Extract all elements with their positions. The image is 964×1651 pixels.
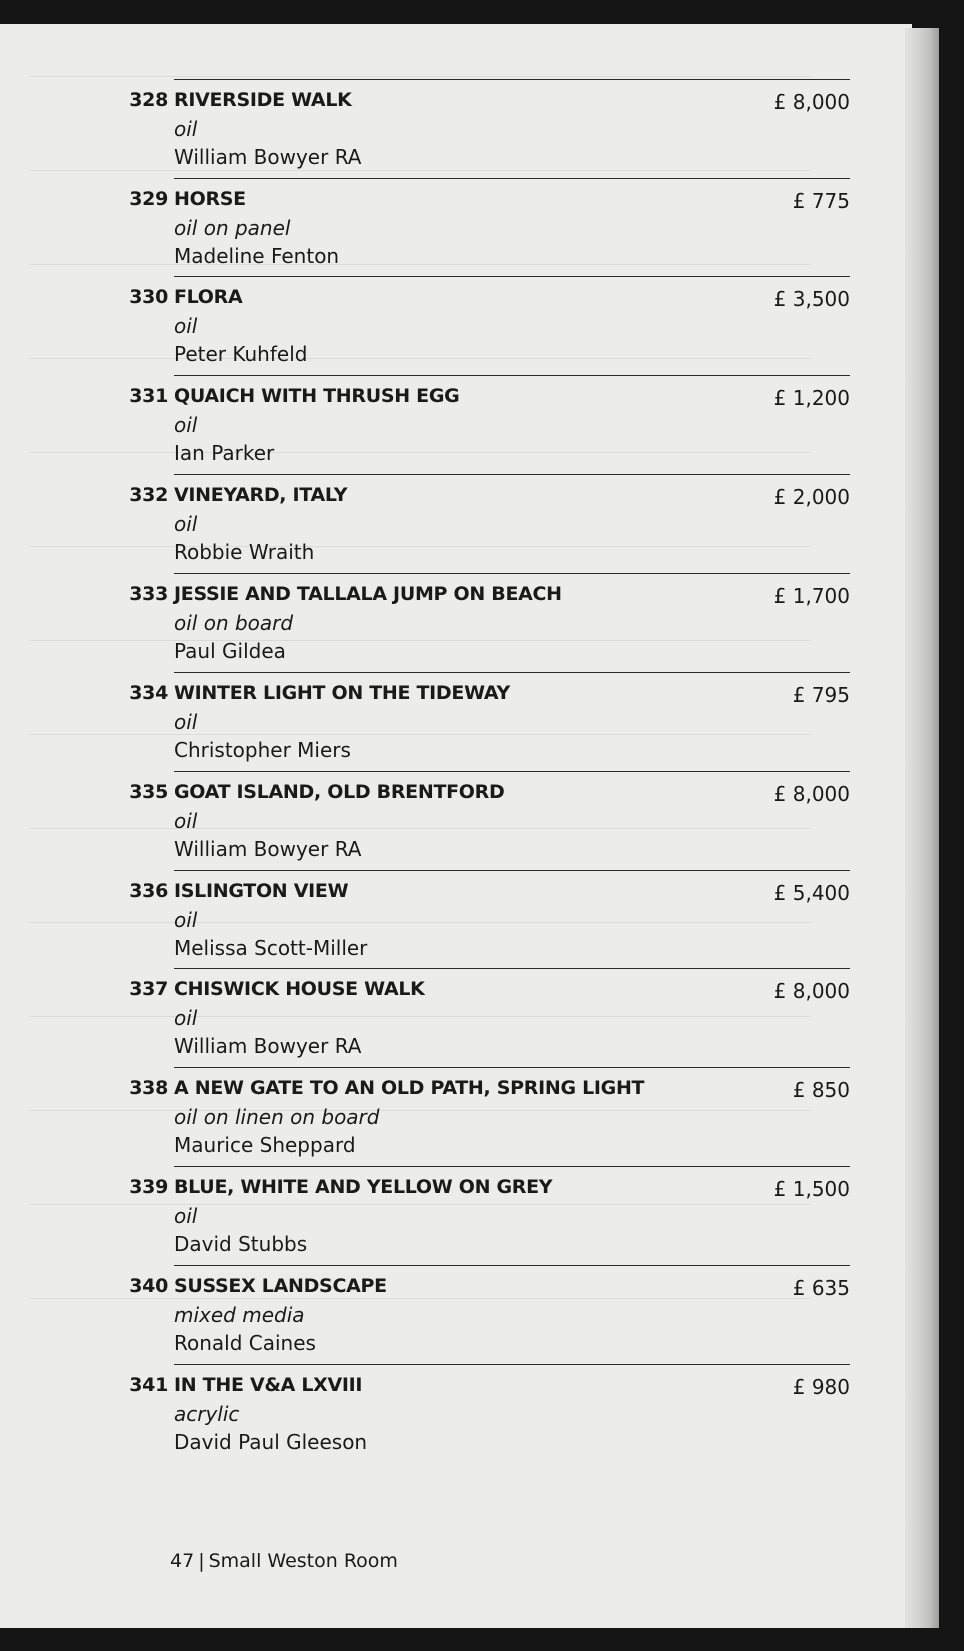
artwork-title: RIVERSIDE WALK [174,89,352,111]
catalogue-entry [110,968,850,1067]
artwork-price: £ 795 [792,683,850,707]
artist-name: Paul Gildea [174,639,286,663]
artwork-medium: oil [174,1204,198,1228]
entry-number: 332 [129,484,168,506]
entry-number: 335 [129,781,168,803]
artist-name: Peter Kuhfeld [174,342,308,366]
artwork-title: BLUE, WHITE AND YELLOW ON GREY [174,1176,553,1198]
entry-divider [174,178,850,179]
artist-name: Ian Parker [174,441,275,465]
entry-divider [174,79,850,80]
entry-divider [174,1265,850,1266]
entry-number: 333 [129,583,168,605]
artwork-price: £ 775 [792,189,850,213]
entry-number: 339 [129,1176,168,1198]
artist-name: David Stubbs [174,1232,308,1256]
page-footer [170,1550,398,1572]
artwork-title: HORSE [174,188,246,210]
artwork-price: £ 5,400 [773,881,850,905]
catalogue-entry [110,375,850,474]
artwork-title: WINTER LIGHT ON THE TIDEWAY [174,682,510,704]
artwork-title: FLORA [174,286,243,308]
artwork-price: £ 850 [792,1078,850,1102]
entry-divider [174,771,850,772]
entry-number: 329 [129,188,168,210]
artwork-title: CHISWICK HOUSE WALK [174,978,425,1000]
artist-name: Maurice Sheppard [174,1133,356,1157]
artist-name: David Paul Gleeson [174,1430,368,1454]
entry-number: 340 [129,1275,168,1297]
artwork-medium: oil [174,413,198,437]
entry-number: 330 [129,286,168,308]
artwork-title: QUAICH WITH THRUSH EGG [174,385,460,407]
entry-divider [174,276,850,277]
artist-name: Melissa Scott-Miller [174,936,368,960]
entry-number: 328 [129,89,168,111]
artist-name: William Bowyer RA [174,145,362,169]
artist-name: Robbie Wraith [174,540,315,564]
artwork-price: £ 8,000 [773,90,850,114]
artwork-title: SUSSEX LANDSCAPE [174,1275,387,1297]
artwork-medium: oil on panel [174,216,291,240]
catalogue-entry [110,474,850,573]
entry-number: 337 [129,978,168,1000]
catalogue-entry [110,870,850,969]
catalogue-entry [110,178,850,277]
catalogue-entry [110,1265,850,1364]
entry-divider [174,968,850,969]
artwork-title: VINEYARD, ITALY [174,484,348,506]
artwork-price: £ 2,000 [773,485,850,509]
entry-number: 341 [129,1374,168,1396]
artwork-price: £ 1,500 [773,1177,850,1201]
entry-divider [174,474,850,475]
entry-divider [174,1166,850,1167]
artist-name: Ronald Caines [174,1331,316,1355]
footer-separator: | [198,1550,205,1572]
artwork-medium: acrylic [174,1402,240,1426]
artwork-medium: oil [174,1006,198,1030]
room-name: Small Weston Room [208,1550,398,1572]
entry-number: 336 [129,880,168,902]
artwork-medium: oil on board [174,611,294,635]
artwork-title: JESSIE AND TALLALA JUMP ON BEACH [174,583,562,605]
entry-number: 338 [129,1077,168,1099]
artist-name: Madeline Fenton [174,244,340,268]
book-page-edge [905,28,939,1628]
artwork-price: £ 1,700 [773,584,850,608]
catalogue-entry [110,1166,850,1265]
artwork-price: £ 8,000 [773,979,850,1003]
artwork-title: GOAT ISLAND, OLD BRENTFORD [174,781,505,803]
catalogue-entry [110,573,850,672]
artwork-medium: oil [174,809,198,833]
catalogue-entry [110,1067,850,1166]
artwork-price: £ 635 [792,1276,850,1300]
entry-divider [174,1067,850,1068]
artwork-medium: oil [174,710,198,734]
entry-divider [174,375,850,376]
catalogue-entry [110,672,850,771]
catalogue-page [0,24,912,1628]
catalogue-entry [110,771,850,870]
artwork-price: £ 1,200 [773,386,850,410]
catalogue-entry [110,79,850,178]
artwork-title: A NEW GATE TO AN OLD PATH, SPRING LIGHT [174,1077,645,1099]
entry-number: 331 [129,385,168,407]
artwork-medium: oil [174,512,198,536]
artwork-medium: oil [174,908,198,932]
artwork-medium: mixed media [174,1303,305,1327]
artist-name: William Bowyer RA [174,837,362,861]
page-number: 47 [170,1550,195,1572]
entry-divider [174,870,850,871]
artwork-medium: oil [174,117,198,141]
artwork-title: ISLINGTON VIEW [174,880,349,902]
entry-divider [174,573,850,574]
catalogue-entry [110,1364,850,1463]
artwork-medium: oil on linen on board [174,1105,380,1129]
artist-name: Christopher Miers [174,738,351,762]
entry-number: 334 [129,682,168,704]
entry-divider [174,672,850,673]
artwork-price: £ 980 [792,1375,850,1399]
artwork-medium: oil [174,314,198,338]
artwork-price: £ 3,500 [773,287,850,311]
artwork-title: IN THE V&A LXVIII [174,1374,363,1396]
entry-divider [174,1364,850,1365]
catalogue-entry [110,276,850,375]
artist-name: William Bowyer RA [174,1034,362,1058]
artwork-price: £ 8,000 [773,782,850,806]
